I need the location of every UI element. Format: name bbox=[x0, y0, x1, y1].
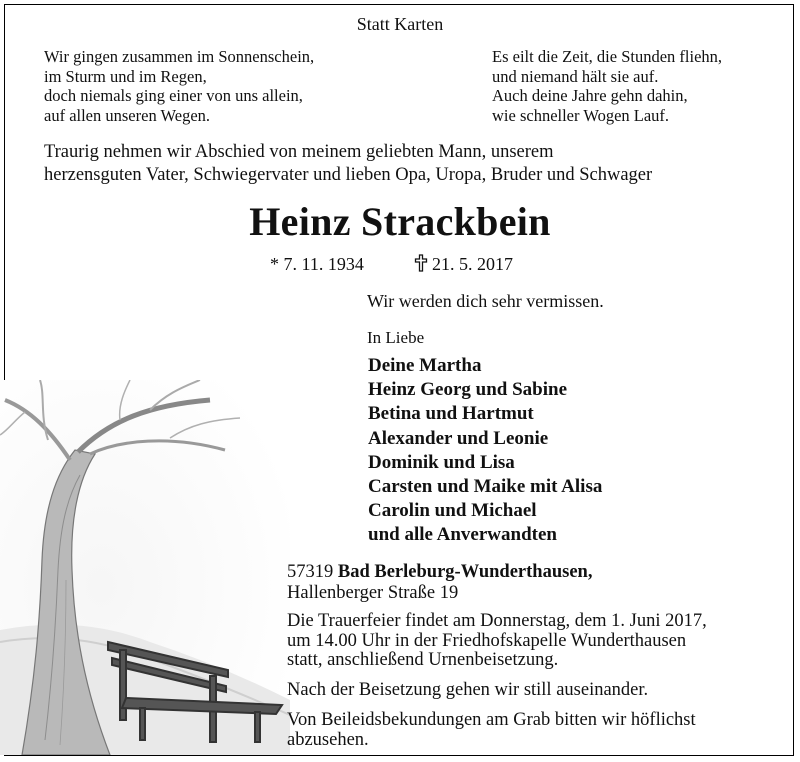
list-item: Carsten und Maike mit Alisa bbox=[368, 476, 603, 498]
birth-date: * 7. 11. 1934 bbox=[270, 254, 364, 274]
funeral-info bbox=[287, 612, 707, 671]
death-date: 21. 5. 2017 bbox=[432, 254, 513, 274]
address-street: Hallenberger Straße 19 bbox=[287, 583, 459, 603]
intro-text bbox=[44, 141, 652, 187]
poem-line: wie schneller Wogen Lauf. bbox=[492, 105, 670, 125]
poem-right bbox=[492, 47, 722, 125]
list-item: Heinz Georg und Sabine bbox=[368, 379, 567, 401]
funeral-line: statt, anschließend Urnenbeisetzung. bbox=[287, 650, 559, 671]
address-city: Bad Berleburg-Wunderthausen, bbox=[337, 562, 593, 582]
family-list bbox=[368, 354, 602, 548]
condolence-note bbox=[287, 711, 696, 750]
condolence-line: Von Beileidsbekundungen am Grab bitten wir höflichst bbox=[287, 710, 696, 730]
poem-line: auf allen unseren Wegen. bbox=[44, 105, 211, 125]
love-text: In Liebe bbox=[367, 328, 425, 347]
cross-icon bbox=[414, 254, 428, 272]
intro-line: Traurig nehmen wir Abschied von meinem geliebten Mann, unserem bbox=[44, 142, 554, 162]
list-item: Betina und Hartmut bbox=[368, 403, 534, 425]
deceased-name: Heinz Strackbein bbox=[249, 199, 551, 244]
poem-line: Es eilt die Zeit, die Stunden fliehn, bbox=[492, 47, 723, 66]
poem-line: Auch deine Jahre gehn dahin, bbox=[492, 86, 688, 105]
list-item: Alexander und Leonie bbox=[368, 427, 549, 449]
address-postcode: 57319 bbox=[287, 562, 334, 582]
intro-line: herzensguten Vater, Schwiegervater und lieben Opa, Uropa, Bruder und Schwager bbox=[44, 165, 653, 185]
poem-line: und niemand hält sie auf. bbox=[492, 66, 659, 86]
death-date-group bbox=[414, 254, 513, 275]
condolence-line: abzusehen. bbox=[287, 729, 369, 750]
header-title: Statt Karten bbox=[356, 14, 444, 34]
poem-left bbox=[44, 47, 314, 125]
miss-text: Wir werden dich sehr vermissen. bbox=[367, 291, 604, 311]
funeral-line: Die Trauerfeier findet am Donnerstag, dem 1. Juni 2017, bbox=[287, 611, 707, 631]
address bbox=[287, 562, 592, 604]
after-burial-note: Nach der Beisetzung gehen wir still auseinander. bbox=[287, 680, 649, 700]
list-item: und alle Anverwandten bbox=[368, 524, 557, 546]
tree-and-bench-icon bbox=[0, 380, 290, 755]
poem-line: im Sturm und im Regen, bbox=[44, 66, 207, 86]
list-item: Dominik und Lisa bbox=[368, 451, 515, 473]
list-item: Deine Martha bbox=[368, 355, 482, 376]
funeral-line: um 14.00 Uhr in der Friedhofskapelle Wunderthausen bbox=[287, 630, 687, 651]
poem-line: doch niemals ging einer von uns allein, bbox=[44, 86, 303, 105]
poem-line: Wir gingen zusammen im Sonnenschein, bbox=[44, 47, 315, 66]
list-item: Carolin und Michael bbox=[368, 500, 537, 522]
